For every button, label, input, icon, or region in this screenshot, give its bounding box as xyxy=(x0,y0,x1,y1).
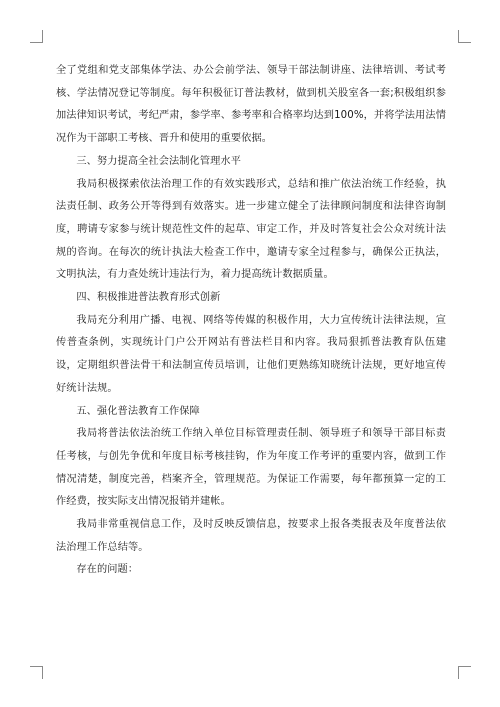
section-heading-4: 四、积极推进普法教育形式创新 xyxy=(76,292,221,304)
paragraph-information-work: 我局非常重视信息工作，及时反映反馈信息，按要求上报各类报表及年度普法依法治理工作总结等。 xyxy=(56,519,446,553)
crop-mark-bottom-right xyxy=(458,666,471,679)
paragraph-section-3: 我局积极探索依法治理工作的有效实践形式，总结和推广依法治统工作经验，执法责任制、政务公开等得到有效落实。进一步建立健全了法律顾问制度和法律咨询制度，聘请专家参与统计规范性文件的起草、审定工作，并及时答复社会公众对统计法规的咨询。在每次的统计执法大检查工作中，邀请专家全过程参与，确保公正执法，文明执法，有力查处统计违法行为，着力提高统计数据质量。 xyxy=(56,178,446,281)
document-body xyxy=(56,60,446,582)
crop-mark-top-right xyxy=(458,30,471,43)
paragraph-continuation: 全了党组和党支部集体学法、办公会前学法、领导干部法制讲座、法律培训、考试考核、学法情况登记等制度。每年积极征订普法教材，做到机关股室各一套;积极组织参加法律知识考试，考纪严肃，参学率、参考率和合格率均达到100%，并将学法用法情况作为干部职工考核、晋升和使用的重要依据。 xyxy=(56,65,446,145)
crop-mark-top-left xyxy=(30,30,43,43)
crop-mark-bottom-left xyxy=(30,666,43,679)
paragraph-section-5: 我局将普法依法治统工作纳入单位目标管理责任制、领导班子和领导干部目标责任考核，与创先争优和年度目标考核挂钩，作为年度工作考评的重要内容，做到工作情况清楚，制度完善，档案齐全，管理规范。为保证工作需要，每年都预算一定的工作经费，按实际支出情况报销并建帐。 xyxy=(56,428,446,508)
paragraph-problems-intro: 存在的问题： xyxy=(76,564,139,576)
section-heading-3: 三、努力提高全社会法制化管理水平 xyxy=(76,155,241,167)
paragraph-section-4: 我局充分利用广播、电视、网络等传媒的积极作用，大力宣传统计法律法规，宣传普查条例，实现统计门户公开网站有普法栏目和内容。我局狠抓普法教育队伍建设，定期组织普法骨干和法制宣传员培训，让他们更熟练知晓统计法规，更好地宣传好统计法规。 xyxy=(56,314,446,394)
section-heading-5: 五、强化普法教育工作保障 xyxy=(76,405,200,417)
